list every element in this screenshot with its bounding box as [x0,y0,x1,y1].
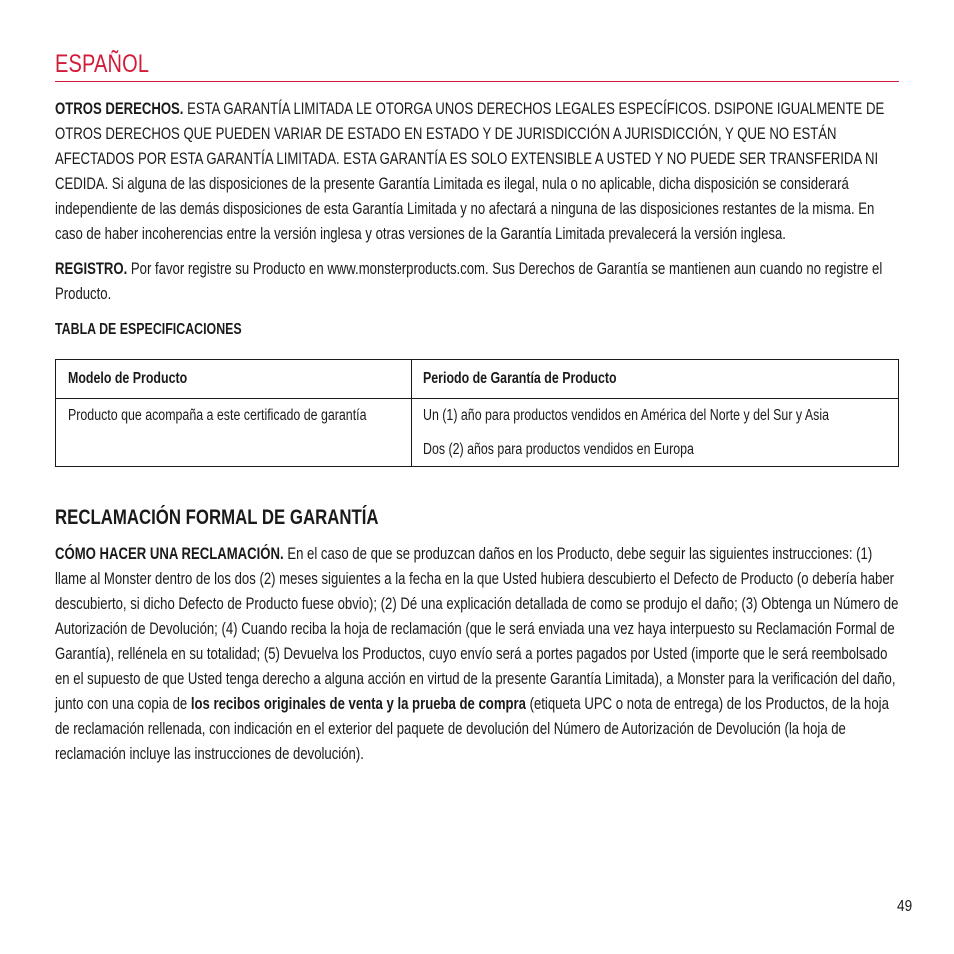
table-header-model: Modelo de Producto [68,370,188,387]
table-header-divider [56,398,898,399]
registration-paragraph [55,257,954,307]
spec-table [55,359,899,467]
table-cell-period-americas-asia: Un (1) año para productos vendidos en América del Norte y del Sur y Asia [423,407,829,424]
spec-table-title: TABLA DE ESPECIFICACIONES [55,321,242,338]
page-number: 49 [897,898,913,915]
claim-section-title: RECLAMACIÓN FORMAL DE GARANTÍA [55,506,379,529]
table-cell-model: Producto que acompaña a este certificado de garantía [68,407,367,424]
registration-label: REGISTRO. [55,260,128,278]
claim-paragraph [55,542,954,767]
table-column-divider [411,360,412,466]
other-rights-text: ESTA GARANTÍA LIMITADA LE OTORGA UNOS DERECHOS LEGALES ESPECÍFICOS. DSIPONE IGUALMENTE DE OTROS DERECHOS QUE PUEDEN VARIAR DE ESTADO EN ESTADO Y DE JURISDICCIÓN A JURISDICCIÓN, Y QUE NO ESTÁN AFECTADOS POR ESTA GARANTÍA LIMITADA. ESTA GARANTÍA ES SOLO EXTENSIBLE A USTED Y NO PUEDE SER TRANSFERIDA NI CEDIDA. Si alguna de las disposiciones de la presente Garantía Limitada es ilegal, nula o no aplicable, dicha disposición se considerará independiente de las demás disposiciones de esta Garantía Limitada y no afectará a ninguna de las disposiciones restantes de la misma. En caso de haber incoherencias entre la versión inglesa y otras versiones de la Garantía Limitada prevalecerá la versión inglesa. [55,100,885,243]
claim-text-1: En el caso de que se produzcan daños en los Producto, debe seguir las siguientes instrucciones: (1) llame al Monster dentro de los dos (2) meses siguientes a la fecha en la que Usted hubiera descubierto el Defecto de Producto (o debería haber descubierto, si dicho Defecto de Producto fuese obvio); (2) Dé una explicación detallada de como se produjo el daño; (3) Obtenga un Número de Autorización de Devolución; (4) Cuando reciba la hoja de reclamación (que le será enviada una vez haya interpuesto su Reclamación Formal de Garantía), rellénela en su totalidad; (5) Devuelva los Productos, cuyo envío será a portes pagados por Usted (importe que le será reembolsado en el supuesto de que Usted tenga derecho a alguna acción en virtud de la presente Garantía Limitada), a Monster para la verificación del daño, junto con una copia de [55,545,899,713]
other-rights-paragraph [55,97,954,247]
title-divider [55,81,899,82]
other-rights-label: OTROS DERECHOS. [55,100,184,118]
claim-label: CÓMO HACER UNA RECLAMACIÓN. [55,545,284,563]
claim-emphasis: los recibos originales de venta y la prueba de compra [190,695,526,713]
claim-text-2: (etiqueta UPC o nota de entrega) de los Productos, de la hoja de reclamación rellenada, con indicación en el exterior del paquete de devolución del Número de Autorización de Devolución (la hoja de reclamación incluye las instrucciones de devolución). [55,695,889,763]
registration-text: Por favor registre su Producto en www.monsterproducts.com. Sus Derechos de Garantía se mantienen aun cuando no registre el Producto. [55,260,883,303]
table-cell-period-europe: Dos (2) años para productos vendidos en Europa [423,441,694,458]
language-title: ESPAÑOL [55,50,150,78]
table-header-period: Periodo de Garantía de Producto [423,370,617,387]
